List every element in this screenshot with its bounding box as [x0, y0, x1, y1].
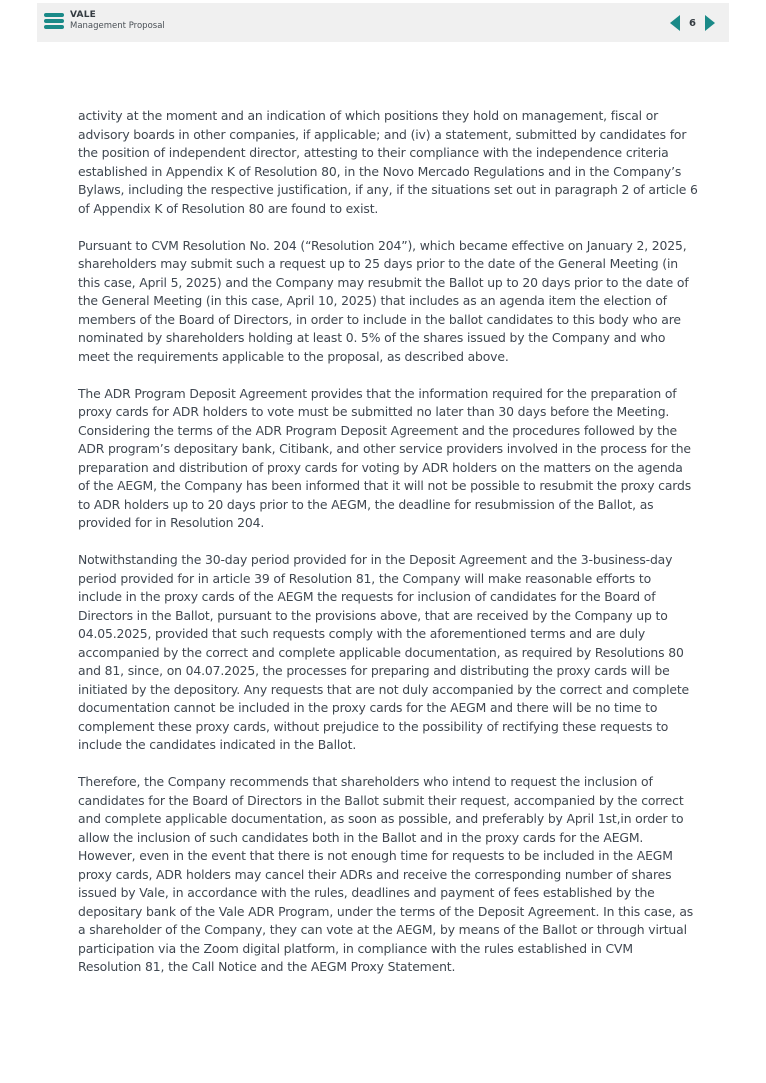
page-number: 6	[689, 17, 696, 29]
menu-bar-bottom	[44, 25, 64, 29]
page-header	[37, 3, 729, 42]
document-body	[78, 107, 698, 995]
page-navigation	[670, 15, 715, 31]
paragraph-3: The ADR Program Deposit Agreement provides that the information required for the preparation of proxy cards for ADR holders to vote must be submitted no later than 30 days before the Meeting. Considering the terms of the ADR Program Deposit Agreement and the procedures followed by the ADR program’s depositary bank, Citibank, and other service providers involved in the process for the preparation and distribution of proxy cards for voting by ADR holders on the matters on the agenda of the AEGM, the Company has been informed that it will not be possible to resubmit the proxy cards to ADR holders up to 20 days prior to the AEGM, the deadline for resubmission of the Ballot, as provided for in Resolution 204.	[78, 385, 692, 530]
triangle-right-icon[interactable]	[705, 15, 715, 31]
paragraph-5: Therefore, the Company recommends that shareholders who intend to request the inclusion of candidates for the Board of Directors in the Ballot submit their request, accompanied by the correct and complete applicable documentation, as soon as possible, and preferably by April 1st,in order to allow the inclusion of such candidates both in the Ballot and in the proxy cards for the AEGM. However, even in the event that there is not enough time for requests to be included in the AEGM proxy cards, ADR holders may cancel their ADRs and receive the corresponding number of shares issued by Vale, in accordance with the rules, deadlines and payment of fees established by the depositary bank of the Vale ADR Program, under the terms of the Deposit Agreement. In this case, as a shareholder of the Company, they can vote at the AEGM, by means of the Ballot or through virtual participation via the Zoom digital platform, in compliance with the rules established in CVM Resolution 81, the Call Notice and the AEGM Proxy Statement.	[78, 774, 694, 974]
hamburger-menu-icon[interactable]	[44, 13, 64, 29]
paragraph-1: activity at the moment and an indication of which positions they hold on management, fiscal or advisory boards in other companies, if applicable; and (iv) a statement, submitted by candidates for the position of independent director, attesting to their compliance with the independence criteria established in Appendix K of Resolution 80, in the Novo Mercado Regulations and in the Company’s Bylaws, including the respective justification, if any, if the situations set out in paragraph 2 of article 6 of Appendix K of Resolution 80 are found to exist.	[78, 108, 698, 216]
menu-bar-middle	[44, 19, 64, 23]
document-subtitle: Management Proposal	[70, 21, 165, 31]
menu-bar-top	[44, 13, 64, 17]
brand-name: VALE	[70, 10, 97, 20]
paragraph-2: Pursuant to CVM Resolution No. 204 (“Resolution 204”), which became effective on January 2, 2025, shareholders may submit such a request up to 25 days prior to the date of the General Meeting (in this case, April 5, 2025) and the Company may resubmit the Ballot up to 20 days prior to the date of the General Meeting (in this case, April 10, 2025) that includes as an agenda item the election of members of the Board of Directors, in order to include in the ballot candidates to this body who are nominated by shareholders holding at least 0. 5% of the shares issued by the Company and who meet the requirements applicable to the proposal, as described above.	[78, 237, 689, 364]
triangle-left-icon[interactable]	[670, 15, 680, 31]
paragraph-4: Notwithstanding the 30-day period provided for in the Deposit Agreement and the 3-business-day period provided for in article 39 of Resolution 81, the Company will make reasonable efforts to include in the proxy cards of the AEGM the requests for inclusion of candidates for the Board of Directors in the Ballot, pursuant to the provisions above, that are received by the Company up to 04.05.2025, provided that such requests comply with the aforementioned terms and are duly accompanied by the correct and complete applicable documentation, as required by Resolutions 80 and 81, since, on 04.07.2025, the processes for preparing and distributing the proxy cards will be initiated by the depository. Any requests that are not duly accompanied by the correct and complete documentation cannot be included in the proxy cards for the AEGM and there will be no time to complement these proxy cards, without prejudice to the possibility of rectifying these requests to include the candidates indicated in the Ballot.	[78, 552, 690, 752]
brand-block	[70, 11, 165, 31]
